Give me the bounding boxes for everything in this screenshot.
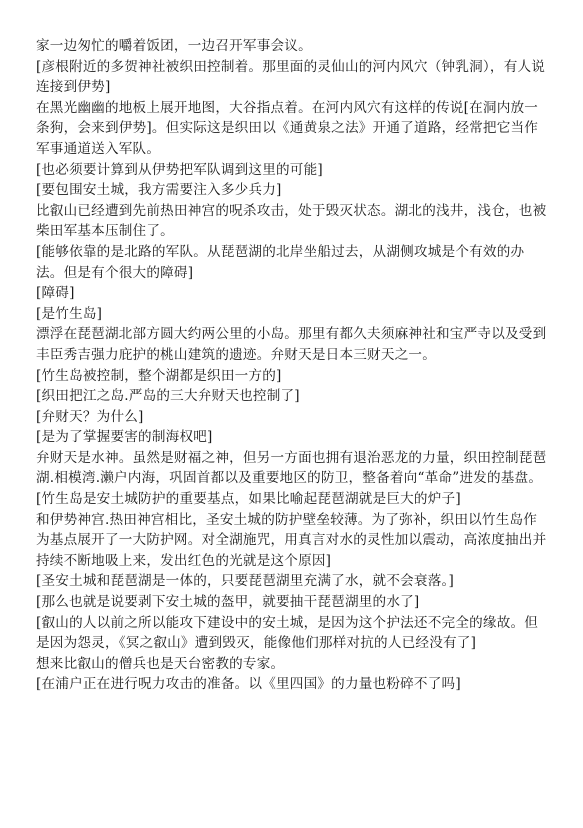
paragraph: 漂浮在琵琶湖北部方圆大约两公里的小岛。那里有都久夫须麻神社和宝严寺以及受到丰臣秀吉强力庇护的桃山建筑的遗迹。弁财天是日本三财天之一。 [36,326,547,363]
paragraph: [要包围安土城，我方需要注入多少兵力] [36,182,282,199]
paragraph: 弁财天是水神。虽然是财福之神，但另一方面也拥有退治恶龙的力量，织田控制琵琶湖.相模湾.濑户内海，巩固首都以及重要地区的防卫，整备着向“革命”进发的基盘。 [36,449,547,487]
paragraph: 比叡山已经遭到先前热田神宫的呪杀攻击，处于毁灭状态。湖北的浅井，浅仓，也被柴田军基本压制住了。 [36,202,547,240]
paragraph: [叡山的人以前之所以能攻下建设中的安土城，是因为这个护法还不完全的缘故。但是因为怨灵，《冥之叡山》遭到毁灭，能像他们那样对抗的人已经没有了] [36,614,539,652]
paragraph: [那么也就是说要剥下安土城的盔甲，就要抽干琵琶湖里的水了] [36,594,420,611]
paragraph: [在浦户正在进行呪力攻击的准备。以《里四国》的力量也粉碎不了吗] [36,676,461,693]
paragraph: [障碍] [36,285,75,302]
paragraph: [是竹生岛] [36,305,103,322]
paragraph: [织田把江之岛.严岛的三大弁财天也控制了] [36,388,300,405]
paragraph: [是为了掌握要害的制海权吧] [36,429,213,446]
paragraph: [彦根附近的多贺神社被织田控制着。那里面的灵仙山的河内风穴（钟乳洞），有人说连接到伊势] [36,58,546,96]
paragraph: [圣安土城和琵琶湖是一体的，只要琵琶湖里充满了水，就不会衰落。] [36,573,455,590]
paragraph: [弁财天？为什么] [36,408,144,425]
paragraph: 家一边匆忙的嚼着饭团，一边召开军事会议。 [36,38,312,54]
paragraph: [也必须要计算到从伊势把军队调到这里的可能] [36,161,323,178]
paragraph: 和伊势神宫.热田神宫相比，圣安土城的防护壁垒较薄。为了弥补，织田以竹生岛作为基点展开了一大防护网。对全湖施咒，用真言对水的灵性加以震动，高浓度抽出并持续不断地吸上来，发出红色的光就是这个原因] [36,511,547,569]
paragraph: [竹生岛是安土城防护的重要基点，如果比喻起琵琶湖就是巨大的炉子] [36,491,461,508]
paragraph: 在黑光幽幽的地板上展开地图，大谷指点着。在河内风穴有这样的传说[在洞内放一条狗，会来到伊势]。但实际这是织田以《通黄泉之法》开通了道路，经常把它当作军事通道送入军队。 [36,99,539,157]
paragraph: [能够依靠的是北路的军队。从琵琶湖的北岸坐船过去，从湖侧攻城是个有效的办法。但是有个很大的障碍] [36,243,525,281]
paragraph: [竹生岛被控制，整个湖都是织田一方的] [36,367,282,384]
paragraph: 想来比叡山的僧兵也是天台密教的专家。 [36,655,285,672]
document-body [36,36,548,695]
